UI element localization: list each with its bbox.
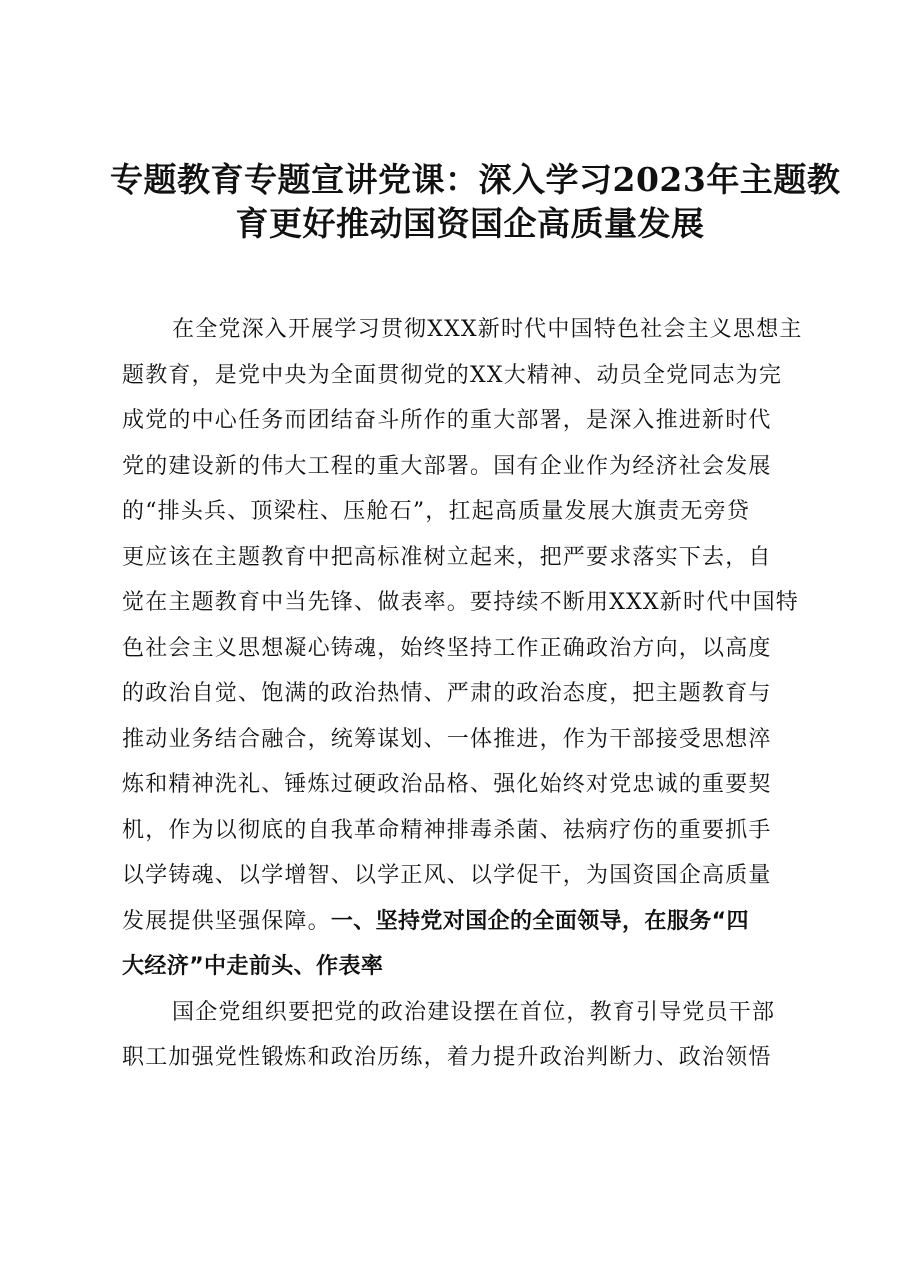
document-body [122, 307, 822, 1081]
body-text-run: 发展提供坚强保障。 [122, 908, 331, 934]
title-line: 育更好推动国资国企高质量发展 [235, 204, 705, 243]
body-line: 的政治自觉、饱满的政治热情、严肃的政治态度，把主题教育与 [122, 681, 772, 706]
body-line: 色社会主义思想凝心铸魂，始终坚持工作正确政治方向，以高度 [122, 635, 772, 661]
body-line: 成党的中心任务而团结奋斗所作的重大部署，是深入推进新时代 [122, 408, 772, 433]
body-line: 在全党深入开展学习贯彻XXX新时代中国特色社会主义思想主 [172, 317, 803, 342]
body-line: 党的建设新的伟大工程的重大部署。国有企业作为经济社会发展 [122, 453, 772, 479]
body-line: 觉在主题教育中当先锋、做表率。要持续不断用XXX新时代中国特 [122, 590, 799, 615]
body-line: 机，作为以彻底的自我革命精神排毒杀菌、祛病疗伤的重要抓手 [122, 817, 772, 843]
body-line: 更应该在主题教育中把高标准树立起来，把严要求落实下去，自 [122, 544, 772, 570]
body-line: 炼和精神洗礼、锤炼过硬政治品格、强化始终对党忠诚的重要契 [122, 772, 772, 797]
section-heading: 一、坚持党对国企的全面领导，在服务“四 [330, 908, 749, 934]
body-line: 国企党组织要把党的政治建设摆在首位，教育引导党员干部 [172, 999, 776, 1025]
body-line: 以学铸魂、以学增智、以学正风、以学促干，为国资国企高质量 [122, 863, 772, 888]
section-heading-continued: 大经济”中走前头、作表率 [122, 954, 384, 979]
body-line: 推动业务结合融合，统筹谋划、一体推进，作为干部接受思想淬 [122, 726, 772, 752]
body-line: 的“排头兵、顶梁柱、压舱石”，扛起高质量发展大旗责无旁贷 [122, 499, 751, 524]
body-line-with-heading [122, 899, 822, 945]
title-line: 专题教育专题宣讲党课：深入学习2023年主题教 [110, 160, 841, 199]
document-title [110, 158, 841, 246]
body-line: 职工加强党性锻炼和政治历练，着力提升政治判断力、政治领悟 [122, 1045, 772, 1070]
body-line: 题教育，是党中央为全面贯彻党的XX大精神、动员全党同志为完 [122, 362, 783, 388]
